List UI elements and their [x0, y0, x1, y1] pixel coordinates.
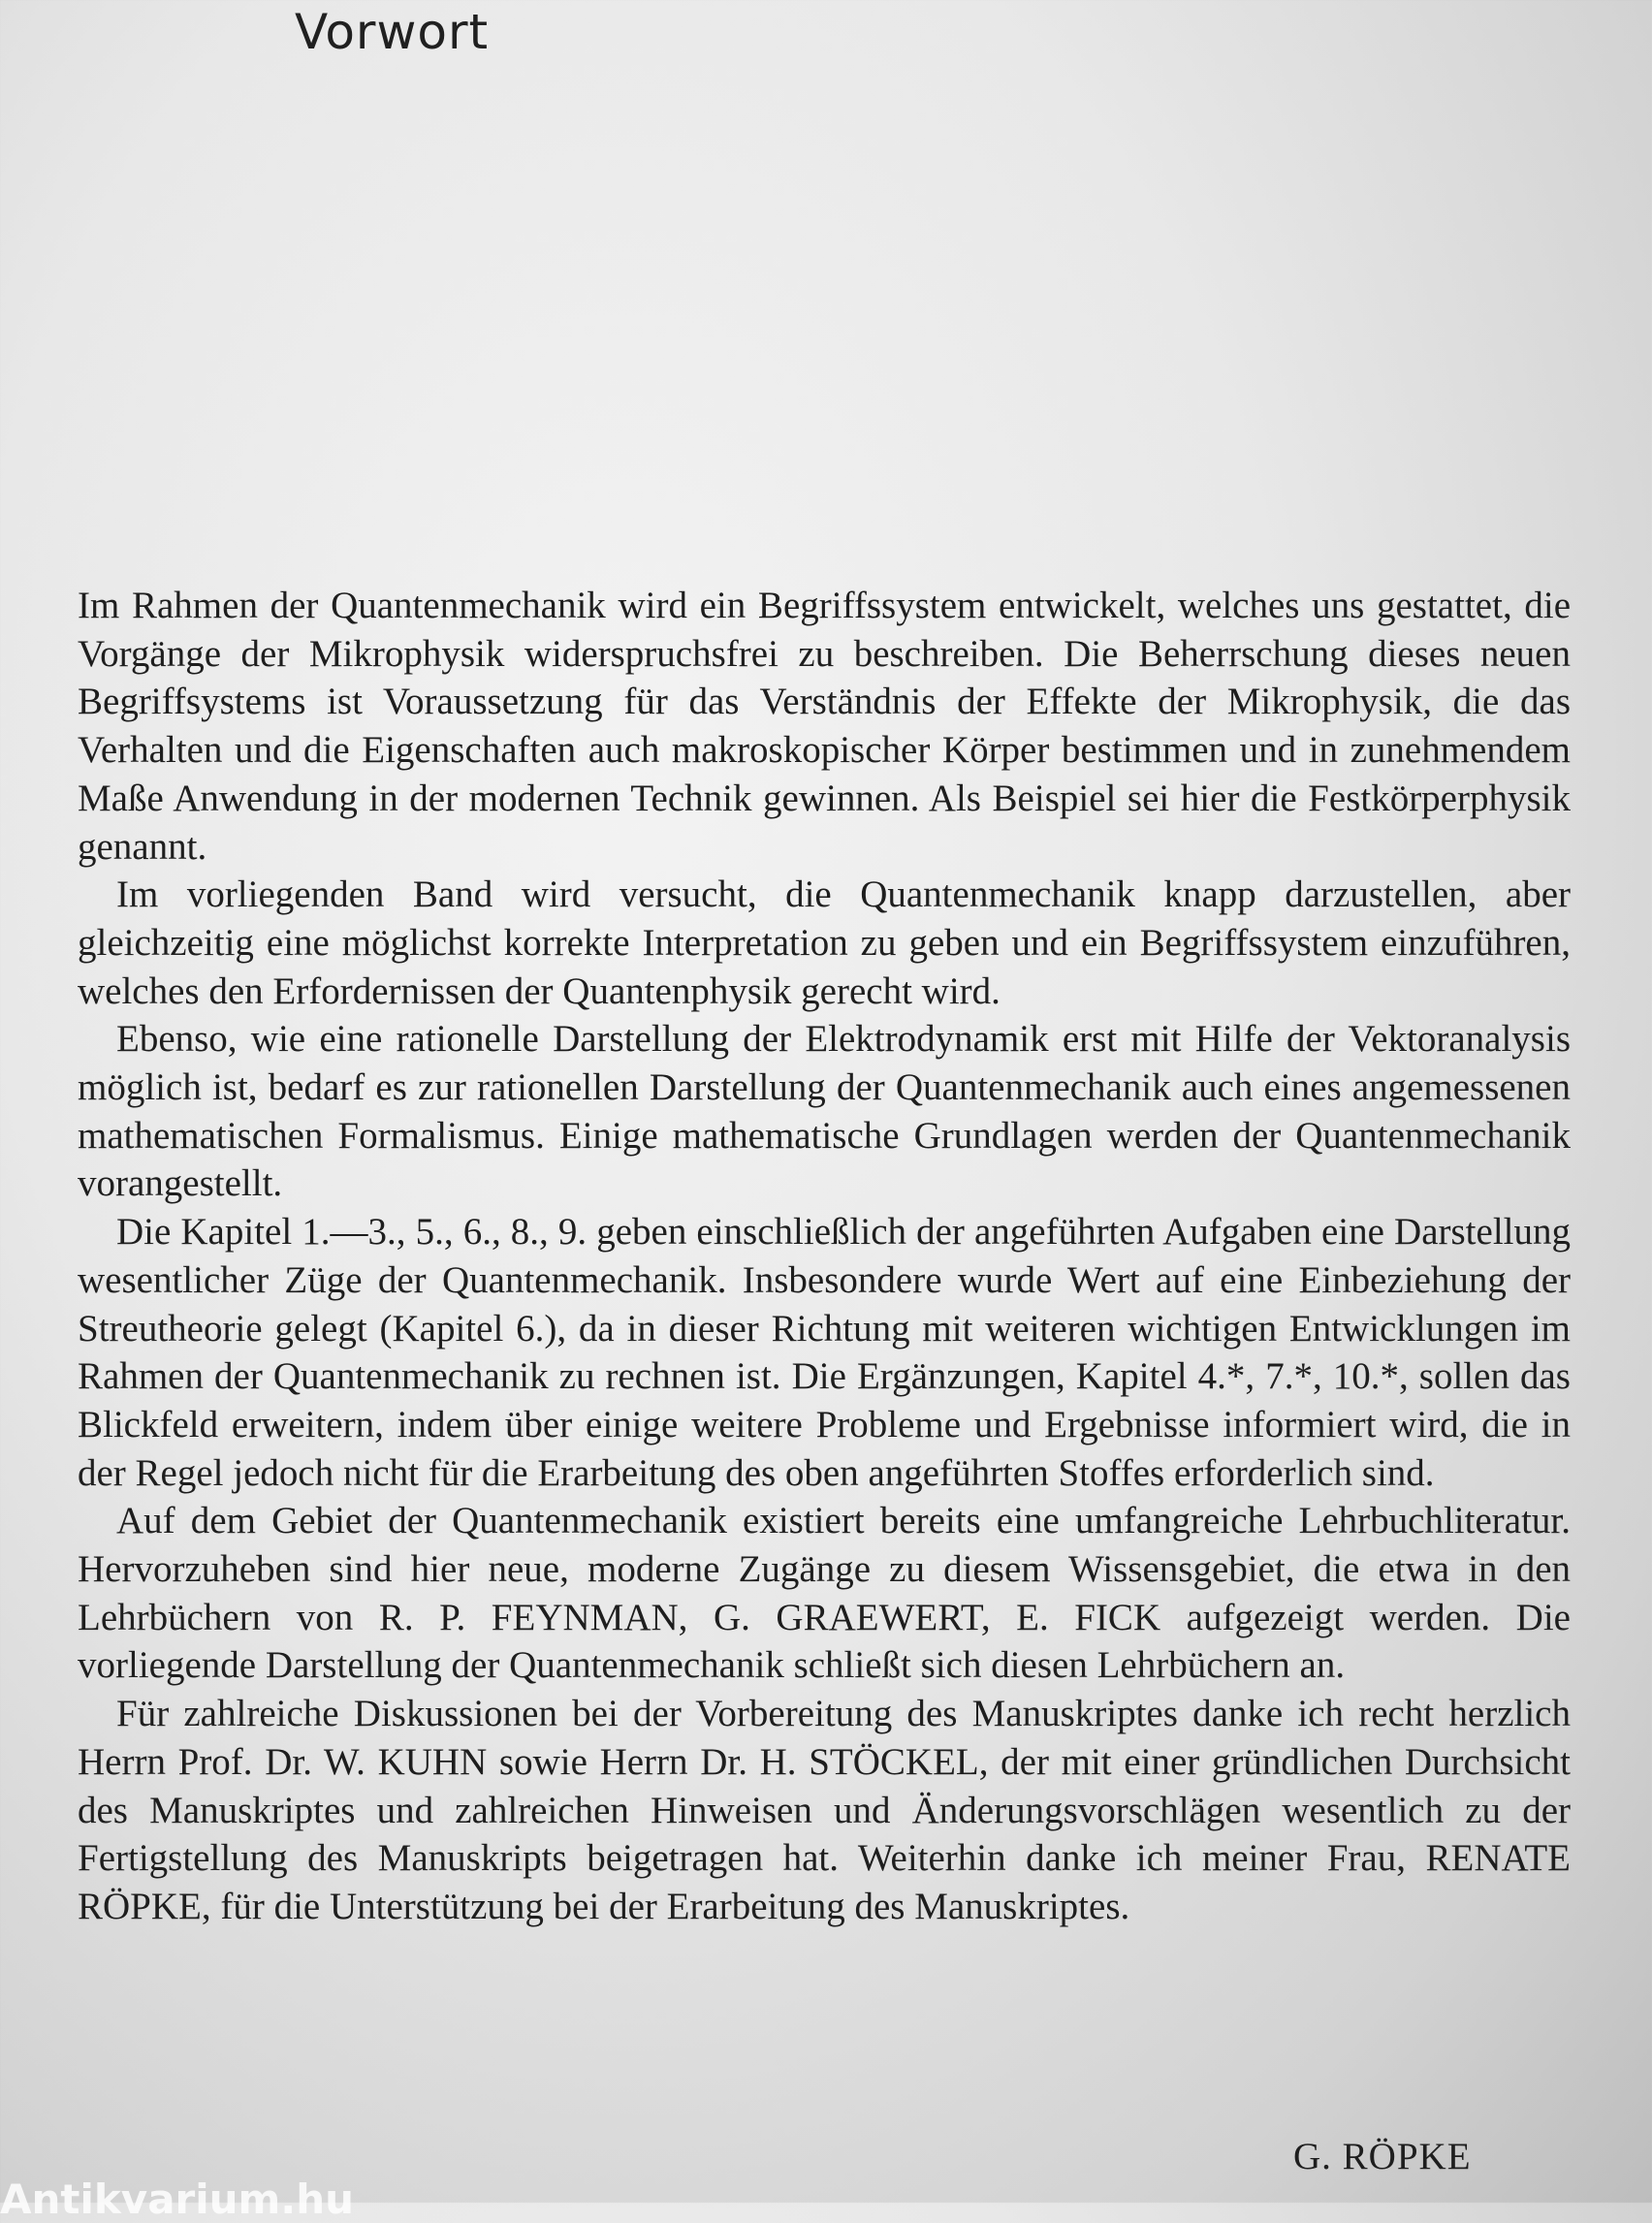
page-title: Vorwort — [295, 4, 490, 60]
paragraph-3: Ebenso, wie eine rationelle Darstellung der Elektrodynamik erst mit Hilfe der Vektoranalysis möglich ist, bedarf es zur rationellen Darstellung der Quantenmechanik auch eines angemessenen mathematischen Formalismus. Einige mathematische Grundlagen werden der Quantenmechanik vorangestellt. — [78, 1018, 1571, 1205]
paragraph-5: Auf dem Gebiet der Quantenmechanik existiert bereits eine umfangreiche Lehrbuchliteratur. Hervorzuheben sind hier neue, moderne Zugänge zu diesem Wissensgebiet, die etwa in den Lehrbüchern von R. P. FEYNMAN, G. GRAEWERT, E. FICK aufgezeigt werden. Die vorliegende Darstellung der Quantenmechanik schließt sich diesen Lehrbüchern an. — [78, 1500, 1571, 1687]
preface-body — [78, 582, 1571, 1931]
watermark — [0, 2175, 388, 2223]
paragraph-1: Im Rahmen der Quantenmechanik wird ein Begriffssystem entwickelt, welches uns gestattet, die Vorgänge der Mikrophysik widerspruchsfrei zu beschreiben. Die Beherrschung dieses neuen Begriffsystems ist Voraussetzung für das Verständnis der Effekte der Mikrophysik, die das Verhalten und die Eigenschaften auch makroskopischer Körper bestimmen und in zunehmendem Maße Anwendung in der modernen Technik gewinnen. Als Beispiel sei hier die Festkörperphysik genannt. — [78, 585, 1571, 868]
author-signature: G. RÖPKE — [1293, 2136, 1472, 2177]
paragraph-6: Für zahlreiche Diskussionen bei der Vorbereitung des Manuskriptes danke ich recht herzlich Herrn Prof. Dr. W. KUHN sowie Herrn Dr. H. STÖCKEL, der mit einer gründlichen Durchsicht des Manuskriptes und zahlreichen Hinweisen und Änderungsvorschlägen wesentlich zu der Fertigstellung des Manuskripts beigetragen hat. Weiterhin danke ich meiner Frau, RENATE RÖPKE, für die Unterstützung bei der Erarbeitung des Manuskriptes. — [78, 1693, 1571, 1927]
paragraph-4: Die Kapitel 1.—3., 5., 6., 8., 9. geben einschließlich der angeführten Aufgaben eine Darstellung wesentlicher Züge der Quantenmechanik. Insbesondere wurde Wert auf eine Einbeziehung der Streutheorie gelegt (Kapitel 6.), da in dieser Richtung mit weiteren wichtigen Entwicklungen im Rahmen der Quantenmechanik zu rechnen ist. Die Ergänzungen, Kapitel 4.*, 7.*, 10.*, sollen das Blickfeld erweitern, indem über einige weitere Probleme und Ergebnisse informiert wird, die in der Regel jedoch nicht für die Erarbeitung des oben angeführten Stoffes erforderlich sind. — [78, 1211, 1571, 1494]
watermark-text: Antikvarium.hu — [0, 2175, 355, 2223]
paragraph-2: Im vorliegenden Band wird versucht, die Quantenmechanik knapp darzustellen, aber gleichzeitig eine möglichst korrekte Interpretation zu geben und ein Begriffssystem einzuführen, welches den Erfordernissen der Quantenphysik gerecht wird. — [78, 873, 1571, 1012]
